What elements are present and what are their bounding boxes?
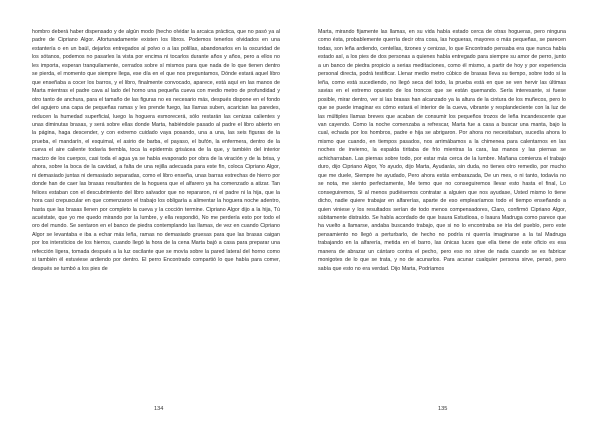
right-page-text: Marta, mirando fijamente las llamas, en su vida había estado cerca de otras hogueras, pero ninguna como ésta, probablemente querría decir otra cosa, las hogueras, mayores o más pequeñas, se parecen todas, son leña ardiendo, centellas, tizones y cenizas, lo que Encontrado pensaba era que nunca había estado así, a los pies de dos personas a quienes había entregado para siempre su amor de perro, junto a un banco de piedra propicio a serias meditaciones, como él mismo, a partir de hoy y por experiencia personal directa, podrá testificar. Llenar medio metro cúbico de brasas lleva su tiempo, sobre todo si la leña, como está sucediendo, no llegó seca del todo, la prueba está en que se ven hervir las últimas savias en el extremo opuesto de los troncos que se están quemando. Sería interesante, si fuese posible, mirar dentro, ver si las brasas han alcanzado ya la altura de la cintura de los muñecos, pero lo que se puede imaginar es cómo estará el interior de la cueva, vibrante y resplandeciente con la luz de las múltiples llamas breves que acaban de consumir los pequeños trozos de leña incandescente que van cayendo. Como la noche comenzaba a refrescar, Marta fue a casa a buscar una manta, bajo la cual, echada por los hombros, padre e hija se abrigaron. Por ahora no necesitaban, sucedía ahora lo mismo que cuando, en tiempos pasados, nos arrimábamos a la chimenea para calentarnos en las noches de invierno, la espalda tiritaba de frío mientras la cara, las manos y las piernas se achicharraban. Las piernas sobre todo, por estar más cerca de la lumbre. Mañana comienza el trabajo duro, dijo Cipriano Algor, Yo ayudo, dijo Marta, Ayudarás, sin duda, no tienes otro remedio, por mucho que me duele, Siempre he ayudado, Pero ahora estás embarazada, De un mes, o ni tanto, todavía no se nota, me siento perfectamente, Me temo que no conseguiremos llevar esto hasta el final, Lo conseguiremos, Si al menos pudiésemos contratar a alguien que nos ayudase, Usted mismo lo tiene dicho, nadie quiere trabajar en alfarerías, aparte de eso emplearíamos todo el tiempo enseñando a quien viniese y los resultados serían de todo menos compensadores, Claro, confirmó Cipriano Algor, súbitamente distraído. Se había acordado de que Isaura Estudiosa, o Isaura Madruga como parece que ha vuelto a llamarse, andaba buscando trabajo, que si no lo encontraba se iría del pueblo, pero este pensamiento no llegó a perturbarlo, de hecho no podría ni querría imaginarse a la tal Madruga trabajando en la alfarería, metida en el barro, las únicas luces que ella tiene de este oficio es esa manera de abrazar un cántaro contra el pecho, pero eso no sirve de nada cuando se es fabricar monigotes de lo que se trata, y no de acunarlos. Para acunar cualquier persona sirve, pensó, pero sabía que esto no era verdad. Dijo Marta, Podríamos — [318, 29, 566, 272]
right-page-number: 135 — [438, 406, 448, 412]
right-page — [300, 0, 600, 424]
left-page-number: 134 — [154, 406, 164, 412]
left-page-text: hombro deberá haber dispensado y de algún modo (hecho olvidar la arcaica práctica, que no pasó ya al padre de Cipriano Algor. Afortunadamente existen los libros. Podemos tenerlos olvidados en una estantería o en un baúl, dejarlos entregados al polvo o a las polillas, abandonarlos en la oscuridad de los sótanos, podemos no pasarles la vista por encima ni tocarlos durante años y años, pero a ellos no les importa, esperan tranquilamente, cerrados sobre sí mismos para que nada de lo que tienen dentro se pierda, el momento que siempre llega, ese día en el que nos preguntamos, Dónde estará aquel libro que enseñaba a cocer los barros, y el libro, finalmente convocado, aparece, está aquí en las manos de Marta mientras el padre cava al lado del horno una pequeña cueva con medio metro de profundidad y otro tanto de anchura, para el tamaño de las figuras no es necesario más, después dispone en el fondo del agujero una capa de pequeñas ramas y les prende fuego, las llamas suben, acarician las paredes, reducen la humedad superficial, luego la hoguera esmorecerá, sólo restarán las cenizas calientes y unas diminutas brasas, y será sobre ellas donde Marta, habiéndole pasado al padre el libro abierto en la página, haga descender, y con extremo cuidado vaya posando, una a una, las seis figuras de la prueba, el mandarín, el esquimal, el asirio de barba, el payaso, el bufón, la enfermera, dentro de la cueva el aire caliente todavía tiembla, toca la epidermis grisácea de la que, y también del interior macizo de los cuerpos, casi toda el agua ya se había evaporado por obra de la viración y de la brisa, y ahora, sobre la boca de la cavidad, a falta de una rejilla adecuada para este fin, coloca Cipriano Algor, ni demasiado juntas ni demasiado separadas, como el libro enseña, unas barras estrechas de hierro por donde han de caer las brasas resultantes de la hoguera que el alfarero ya ha comenzado a atizar. Tan felices estaban con el descubrimiento del libro salvador que no repararon, ni el padre ni la hija, que la hora casi crepuscular en que comenzaron el trabajo los obligaría a alimentar la hoguera noche adentro, hasta que las brasas llenen por completo la cueva y la cocción termine. Cipriano Algor dijo a la hija, Tú acuéstate, que yo me quedo mirando por la lumbre, y ella respondió, No me perdería esto por todo el oro del mundo. Se sentaron en el banco de piedra contemplando las llamas, de vez en cuando Cipriano Algor se levantaba e iba a echar más leña, ramas no demasiado gruesas para que las brasas caigan por los intersticios de los hierros, cuando llegó la hora de la cena Marta bajó a casa para preparar una refección ligera, tomada después a la luz oscilante que se movía sobre la pared lateral del horno como si también él estuviese ardiendo por dentro. El perro Encontrado compartió lo que había para comer, después se tumbó a los pies de — [32, 29, 280, 272]
